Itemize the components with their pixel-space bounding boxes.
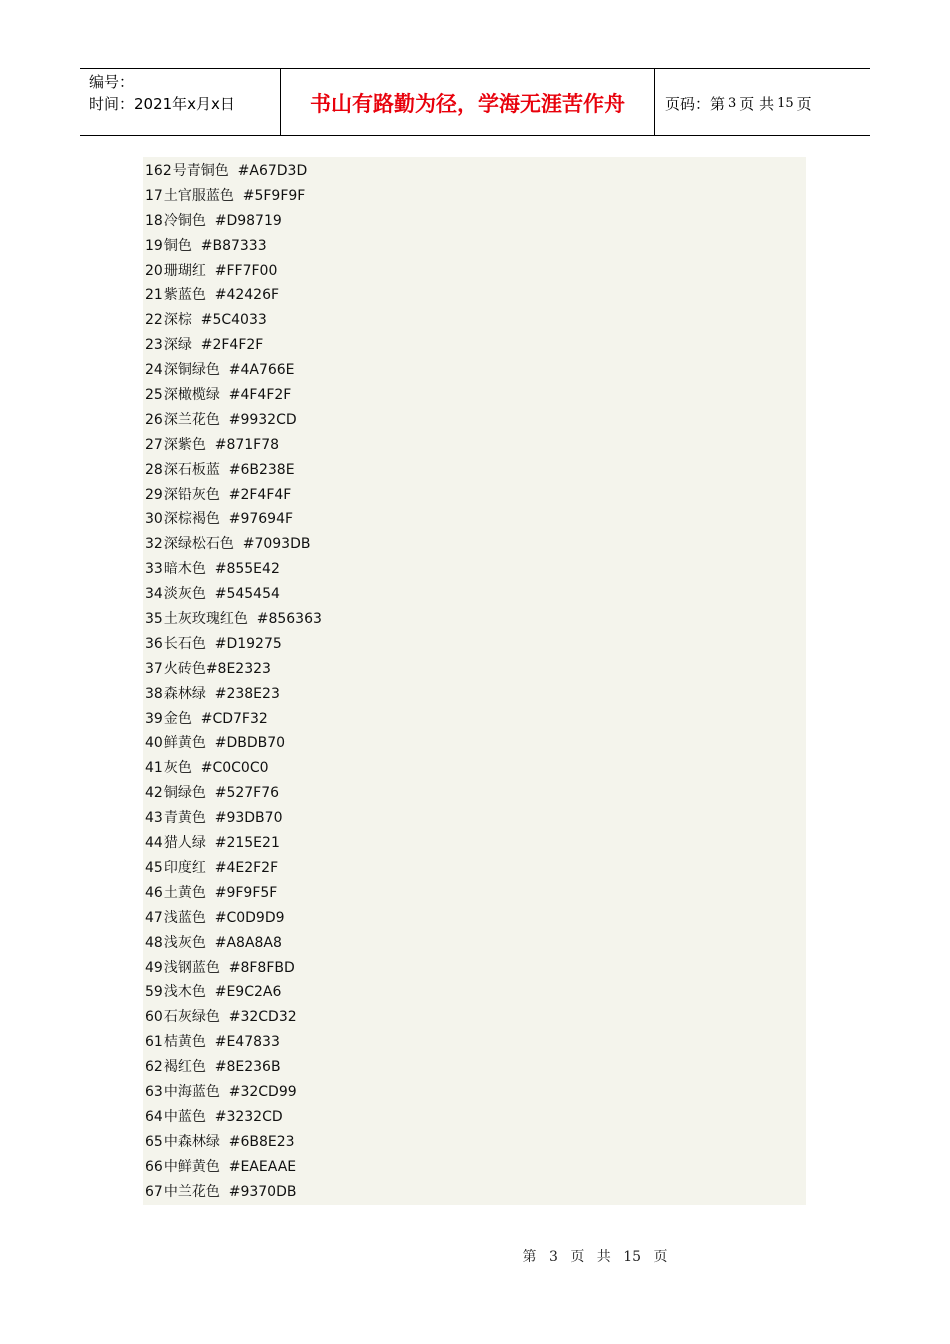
color-number: 38 bbox=[145, 685, 163, 702]
color-list-item bbox=[145, 283, 806, 308]
color-list-item bbox=[145, 209, 806, 234]
color-number: 18 bbox=[145, 212, 163, 229]
color-hex: #856363 bbox=[256, 611, 322, 628]
color-hex: #2F4F4F bbox=[228, 486, 292, 503]
color-hex: #6B238E bbox=[228, 461, 295, 478]
footer-prefix: 第 bbox=[522, 1249, 537, 1265]
color-list-item bbox=[145, 881, 806, 906]
color-list-item bbox=[145, 607, 806, 632]
color-number: 65 bbox=[145, 1133, 163, 1150]
color-list-item bbox=[145, 1080, 806, 1105]
color-hex: #5F9F9F bbox=[242, 187, 306, 204]
color-number: 49 bbox=[145, 959, 163, 976]
footer-mid: 页 bbox=[570, 1249, 585, 1265]
color-name: 中海蓝色 bbox=[163, 1083, 220, 1100]
color-hex: #238E23 bbox=[214, 685, 280, 702]
color-number: 63 bbox=[145, 1083, 163, 1100]
color-hex: #9932CD bbox=[228, 411, 297, 428]
color-number: 43 bbox=[145, 810, 163, 827]
color-number: 39 bbox=[145, 710, 163, 727]
color-number: 17 bbox=[145, 187, 163, 204]
color-name: 火砖色 bbox=[163, 660, 206, 677]
color-number: 48 bbox=[145, 934, 163, 951]
color-number: 30 bbox=[145, 511, 163, 528]
color-name: 深紫色 bbox=[163, 436, 206, 453]
color-hex: #8F8FBD bbox=[228, 959, 295, 976]
color-list-item bbox=[145, 159, 806, 184]
page-mid: 页 共 bbox=[739, 94, 775, 113]
color-hex: #FF7F00 bbox=[214, 262, 278, 279]
color-number: 59 bbox=[145, 984, 163, 1001]
color-name: 深石板蓝 bbox=[163, 461, 220, 478]
color-name: 淡灰色 bbox=[163, 586, 206, 603]
color-hex: #E9C2A6 bbox=[214, 984, 282, 1001]
color-hex: #32CD32 bbox=[228, 1009, 297, 1026]
color-name: 珊瑚红 bbox=[163, 262, 206, 279]
color-list-item bbox=[145, 358, 806, 383]
color-name: 土官服蓝色 bbox=[163, 187, 234, 204]
color-list-item bbox=[145, 308, 806, 333]
color-name: 深绿松石色 bbox=[163, 536, 234, 553]
color-hex: #8E236B bbox=[214, 1059, 281, 1076]
time-label: 时间：2021年x月x日 bbox=[89, 95, 235, 113]
color-name: 森林绿 bbox=[163, 685, 206, 702]
color-name: 深绿 bbox=[163, 337, 192, 354]
color-number: 45 bbox=[145, 859, 163, 876]
color-name: 浅蓝色 bbox=[163, 909, 206, 926]
color-number: 66 bbox=[145, 1158, 163, 1175]
color-number: 61 bbox=[145, 1034, 163, 1051]
color-name: 中鲜黄色 bbox=[163, 1158, 220, 1175]
color-list-item bbox=[145, 259, 806, 284]
color-name: 桔黄色 bbox=[163, 1034, 206, 1051]
color-hex: #3232CD bbox=[214, 1108, 283, 1125]
color-list-item bbox=[145, 906, 806, 931]
color-number: 47 bbox=[145, 909, 163, 926]
color-number: 64 bbox=[145, 1108, 163, 1125]
color-hex: #A8A8A8 bbox=[214, 934, 282, 951]
color-number: 23 bbox=[145, 337, 163, 354]
color-hex: #32CD99 bbox=[228, 1083, 297, 1100]
color-hex: #8E2323 bbox=[205, 660, 271, 677]
color-number: 42 bbox=[145, 785, 163, 802]
color-hex: #97694F bbox=[228, 511, 294, 528]
footer-total-prefix: 共 bbox=[596, 1249, 611, 1265]
color-name: 冷铜色 bbox=[163, 212, 206, 229]
color-list-item bbox=[145, 756, 806, 781]
color-list-item bbox=[145, 831, 806, 856]
page-prefix: 页码：第 bbox=[665, 94, 726, 113]
color-name: 灰色 bbox=[163, 760, 192, 777]
color-list-item bbox=[145, 483, 806, 508]
color-list-item bbox=[145, 1055, 806, 1080]
color-number: 28 bbox=[145, 461, 163, 478]
color-list-item bbox=[145, 1180, 806, 1205]
page-total: 15 bbox=[777, 95, 794, 111]
color-number: 36 bbox=[145, 635, 163, 652]
color-hex: #4A766E bbox=[228, 362, 295, 379]
color-hex: #855E42 bbox=[214, 561, 280, 578]
color-number: 24 bbox=[145, 362, 163, 379]
color-hex: #9F9F5F bbox=[214, 884, 278, 901]
color-list-item bbox=[145, 931, 806, 956]
color-list-item bbox=[145, 333, 806, 358]
color-list-item bbox=[145, 806, 806, 831]
color-name: 铜绿色 bbox=[163, 785, 206, 802]
footer-suffix: 页 bbox=[653, 1249, 668, 1265]
color-hex: #9370DB bbox=[228, 1183, 297, 1200]
color-list-item bbox=[145, 582, 806, 607]
color-list-item bbox=[145, 956, 806, 981]
color-number: 46 bbox=[145, 884, 163, 901]
color-number: 19 bbox=[145, 237, 163, 254]
color-list-item bbox=[145, 1030, 806, 1055]
color-hex: #527F76 bbox=[214, 785, 280, 802]
color-number: 34 bbox=[145, 586, 163, 603]
color-list-item bbox=[145, 557, 806, 582]
page-current: 3 bbox=[728, 95, 737, 111]
color-list-item bbox=[145, 1105, 806, 1130]
color-hex: #93DB70 bbox=[214, 810, 283, 827]
color-list-item bbox=[145, 781, 806, 806]
color-name: 深铜绿色 bbox=[163, 362, 220, 379]
color-list-item bbox=[145, 532, 806, 557]
color-name: 石灰绿色 bbox=[163, 1009, 220, 1026]
footer-current: 3 bbox=[548, 1249, 558, 1265]
color-name: 浅钢蓝色 bbox=[163, 959, 220, 976]
page-footer bbox=[0, 1246, 950, 1266]
color-list-item bbox=[145, 458, 806, 483]
color-name: 深棕褐色 bbox=[163, 511, 220, 528]
color-list-item bbox=[145, 408, 806, 433]
color-name: 土黄色 bbox=[163, 884, 206, 901]
color-name: 鲜黄色 bbox=[163, 735, 206, 752]
color-list-item bbox=[145, 856, 806, 881]
color-name: 深棕 bbox=[163, 312, 192, 329]
color-name: 紫蓝色 bbox=[163, 287, 206, 304]
color-name: 铜色 bbox=[163, 237, 192, 254]
color-hex: #EAEAAE bbox=[228, 1158, 297, 1175]
color-hex: #B87333 bbox=[200, 237, 267, 254]
color-number: 21 bbox=[145, 287, 163, 304]
color-name: 深铅灰色 bbox=[163, 486, 220, 503]
color-number: 44 bbox=[145, 835, 163, 852]
color-hex: #545454 bbox=[214, 586, 280, 603]
color-list-item bbox=[145, 507, 806, 532]
color-list-item bbox=[145, 383, 806, 408]
color-list-item bbox=[145, 980, 806, 1005]
color-list-item bbox=[145, 433, 806, 458]
page-header bbox=[80, 68, 870, 136]
color-list-item bbox=[145, 234, 806, 259]
color-hex: #C0C0C0 bbox=[200, 760, 269, 777]
color-list-item bbox=[145, 657, 806, 682]
color-list-item bbox=[145, 682, 806, 707]
color-list-item bbox=[145, 1005, 806, 1030]
color-name: 中蓝色 bbox=[163, 1108, 206, 1125]
color-hex: #E47833 bbox=[214, 1034, 280, 1051]
color-list-item bbox=[145, 632, 806, 657]
color-name: 中森林绿 bbox=[163, 1133, 220, 1150]
color-name: 土灰玫瑰红色 bbox=[163, 611, 248, 628]
color-hex: #42426F bbox=[214, 287, 280, 304]
color-number: 37 bbox=[145, 660, 163, 677]
color-hex: #DBDB70 bbox=[214, 735, 286, 752]
color-list-item bbox=[145, 1155, 806, 1180]
footer-total: 15 bbox=[623, 1249, 642, 1265]
color-hex: #5C4033 bbox=[200, 312, 267, 329]
color-number: 162 bbox=[145, 163, 172, 179]
number-label: 编号： bbox=[89, 73, 135, 91]
color-name: 中兰花色 bbox=[163, 1183, 220, 1200]
color-number: 32 bbox=[145, 536, 163, 553]
color-number: 67 bbox=[145, 1183, 163, 1200]
color-name: 浅木色 bbox=[163, 984, 206, 1001]
color-name: 长石色 bbox=[163, 635, 206, 652]
color-number: 27 bbox=[145, 436, 163, 453]
color-number: 29 bbox=[145, 486, 163, 503]
color-name: 暗木色 bbox=[163, 561, 206, 578]
color-list-item bbox=[145, 707, 806, 732]
color-name: 深兰花色 bbox=[163, 411, 220, 428]
color-list bbox=[143, 157, 806, 1205]
color-hex: #215E21 bbox=[214, 835, 280, 852]
color-name: 浅灰色 bbox=[163, 934, 206, 951]
color-name: 号青铜色 bbox=[172, 163, 229, 179]
color-hex: #2F4F2F bbox=[200, 337, 264, 354]
color-list-item bbox=[145, 184, 806, 209]
color-hex: #871F78 bbox=[214, 436, 280, 453]
header-motto: 书山有路勤为径，学海无涯苦作舟 bbox=[281, 69, 655, 135]
color-name: 印度红 bbox=[163, 859, 206, 876]
color-hex: #A67D3D bbox=[237, 163, 308, 179]
color-number: 26 bbox=[145, 411, 163, 428]
color-list-item bbox=[145, 1130, 806, 1155]
color-number: 60 bbox=[145, 1009, 163, 1026]
color-number: 33 bbox=[145, 561, 163, 578]
color-number: 20 bbox=[145, 262, 163, 279]
color-number: 35 bbox=[145, 611, 163, 628]
color-name: 深橄榄绿 bbox=[163, 387, 220, 404]
color-number: 62 bbox=[145, 1059, 163, 1076]
color-number: 40 bbox=[145, 735, 163, 752]
color-hex: #6B8E23 bbox=[228, 1133, 295, 1150]
page-suffix: 页 bbox=[796, 94, 812, 113]
color-name: 金色 bbox=[163, 710, 192, 727]
color-hex: #CD7F32 bbox=[200, 710, 268, 727]
color-hex: #D98719 bbox=[214, 212, 282, 229]
color-number: 41 bbox=[145, 760, 163, 777]
header-meta bbox=[80, 69, 281, 135]
color-name: 青黄色 bbox=[163, 810, 206, 827]
color-hex: #D19275 bbox=[214, 635, 282, 652]
color-name: 猎人绿 bbox=[163, 835, 206, 852]
color-hex: #4E2F2F bbox=[214, 859, 279, 876]
header-page-info bbox=[655, 69, 870, 135]
color-list-item bbox=[145, 731, 806, 756]
color-number: 22 bbox=[145, 312, 163, 329]
color-number: 25 bbox=[145, 387, 163, 404]
color-hex: #7093DB bbox=[242, 536, 311, 553]
color-name: 褐红色 bbox=[163, 1059, 206, 1076]
color-hex: #4F4F2F bbox=[228, 387, 292, 404]
color-hex: #C0D9D9 bbox=[214, 909, 285, 926]
